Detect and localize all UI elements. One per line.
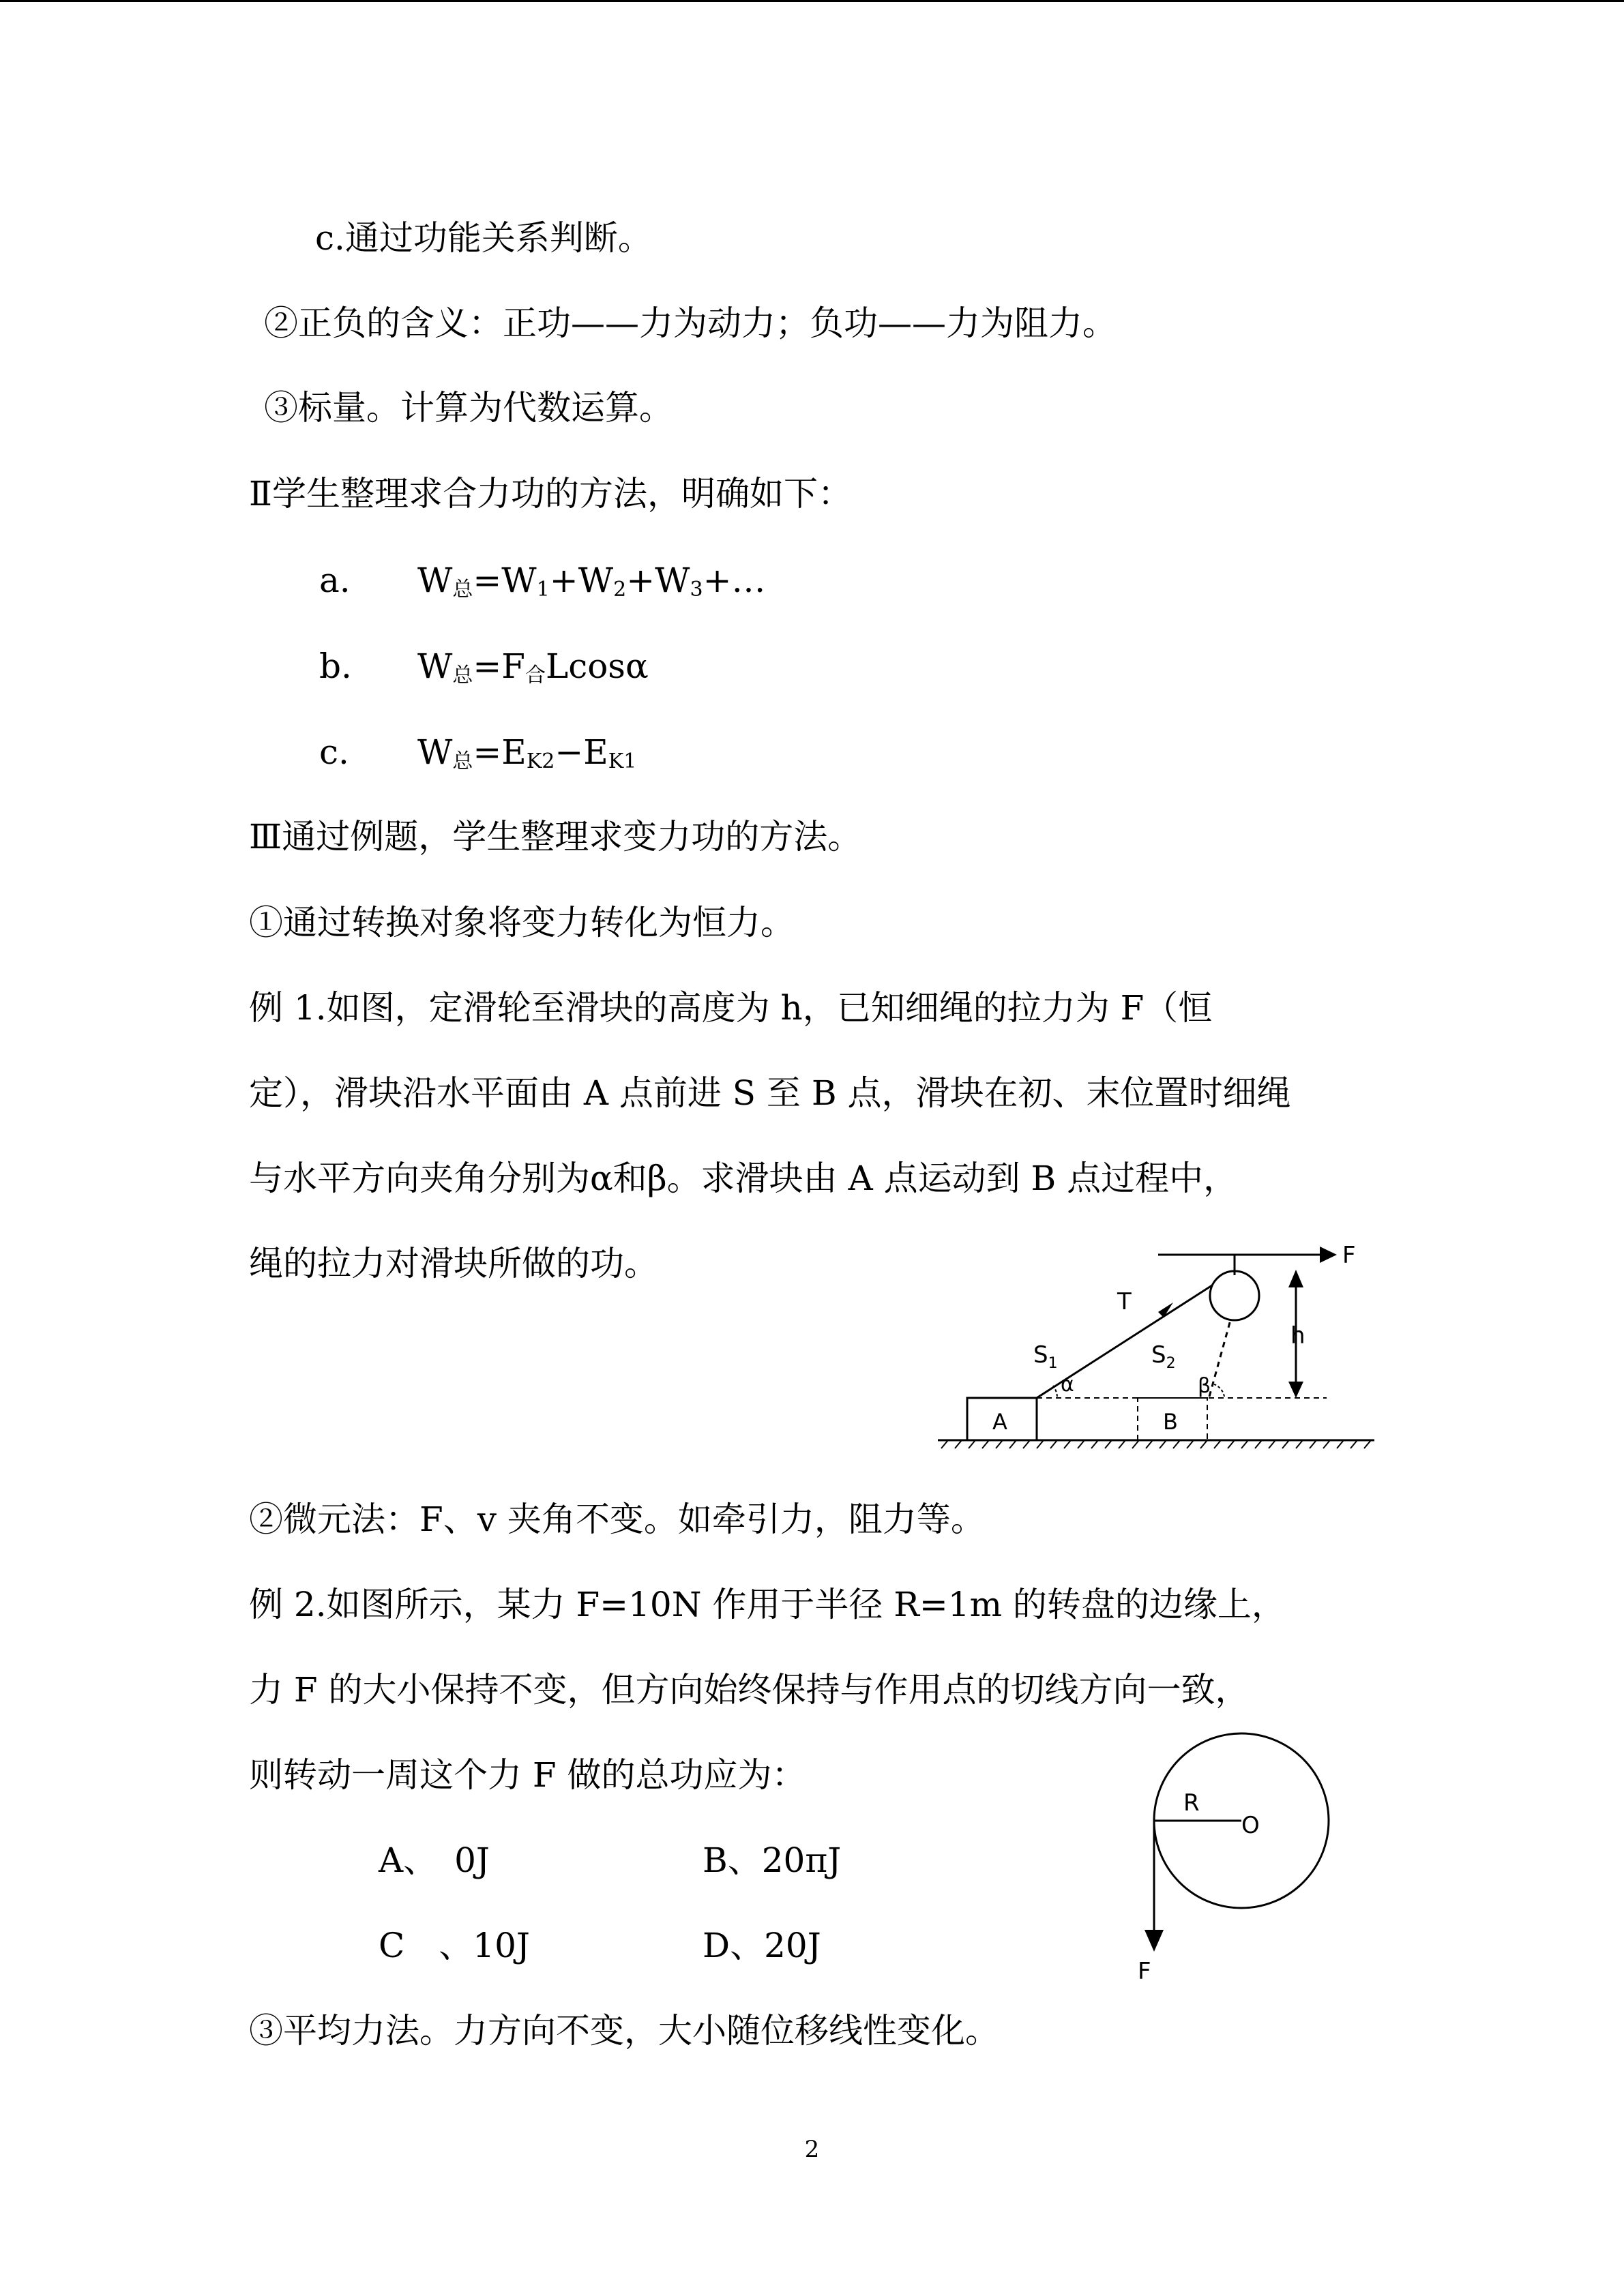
- option-A: A、 0J: [379, 1840, 490, 1880]
- rope-s2-dashed: [1209, 1320, 1230, 1397]
- text-line-sign-meaning: ②正负的含义：正功——力为动力；负功——力为阻力。: [264, 303, 1117, 343]
- example-2-line-3: 则转动一周这个力 F 做的总功应为：: [249, 1755, 806, 1795]
- example-2-line-1: 例 2.如图所示，某力 F=10N 作用于半径 R=1m 的转盘的边缘上，: [249, 1585, 1286, 1624]
- label-h: h: [1290, 1322, 1305, 1350]
- page-number: 2: [804, 2136, 820, 2163]
- force-arrow-head: [1145, 1930, 1164, 1952]
- ground-hatching: [941, 1440, 1371, 1448]
- method-2: ②微元法：F、v 夹角不变。如牵引力，阻力等。: [249, 1500, 985, 1539]
- method-1: ①通过转换对象将变力转化为恒力。: [249, 903, 795, 942]
- example-1-line-1: 例 1.如图，定滑轮至滑块的高度为 h，已知细绳的拉力为 F（恒: [249, 988, 1213, 1028]
- formula-a-label: a.: [319, 561, 351, 600]
- pulley-circle: [1210, 1271, 1259, 1320]
- example-2-line-2: 力 F 的大小保持不变，但方向始终保持与作用点的切线方向一致，: [249, 1670, 1250, 1710]
- heading-resultant-work: Ⅱ学生整理求合力功的方法，明确如下：: [249, 474, 852, 513]
- label-T: T: [1117, 1288, 1132, 1315]
- option-B: B、20πJ: [703, 1840, 842, 1880]
- label-F: F: [1138, 1958, 1151, 1985]
- text-line-c: c.通过功能关系判断。: [315, 218, 652, 258]
- formula-b: $W_总=F_合Lcos\alpha$: [417, 646, 649, 687]
- text-line-scalar: ③标量。计算为代数运算。: [264, 388, 673, 428]
- label-B: B: [1163, 1409, 1178, 1435]
- label-O: O: [1241, 1812, 1260, 1839]
- option-C: C 、10J: [379, 1926, 530, 1965]
- force-f-arrow-head: [1320, 1247, 1337, 1263]
- label-beta: β: [1198, 1374, 1211, 1398]
- label-R: R: [1183, 1789, 1200, 1817]
- method-3: ③平均力法。力方向不变，大小随位移线性变化。: [249, 2011, 999, 2051]
- label-S1: $S_1$: [1033, 1341, 1058, 1372]
- example-1-line-4: 绳的拉力对滑块所做的功。: [249, 1244, 658, 1283]
- formula-c-label: c.: [319, 732, 349, 772]
- formula-c: $W_总=E_{K2}-E_{K1}$: [417, 732, 637, 773]
- formula-b-label: b.: [319, 646, 352, 686]
- label-F: F: [1342, 1242, 1356, 1269]
- option-D: D、20J: [703, 1926, 821, 1965]
- figure-pulley-block: [934, 1241, 1385, 1466]
- figure-turntable: [1119, 1732, 1344, 1991]
- label-S2: $S_2$: [1151, 1341, 1176, 1372]
- heading-variable-work: Ⅲ通过例题，学生整理求变力功的方法。: [249, 817, 862, 856]
- example-1-line-2: 定），滑块沿水平面由 A 点前进 S 至 B 点，滑块在初、末位置时细绳: [249, 1073, 1291, 1113]
- label-alpha: α: [1061, 1373, 1074, 1397]
- example-1-line-3: 与水平方向夹角分别为α和β。求滑块由 A 点运动到 B 点过程中，: [249, 1159, 1238, 1198]
- formula-a: $W_总=W_1+W_2+W_3+\dots$: [417, 561, 766, 601]
- page-top-border: [0, 0, 1624, 2]
- label-A: A: [992, 1409, 1007, 1435]
